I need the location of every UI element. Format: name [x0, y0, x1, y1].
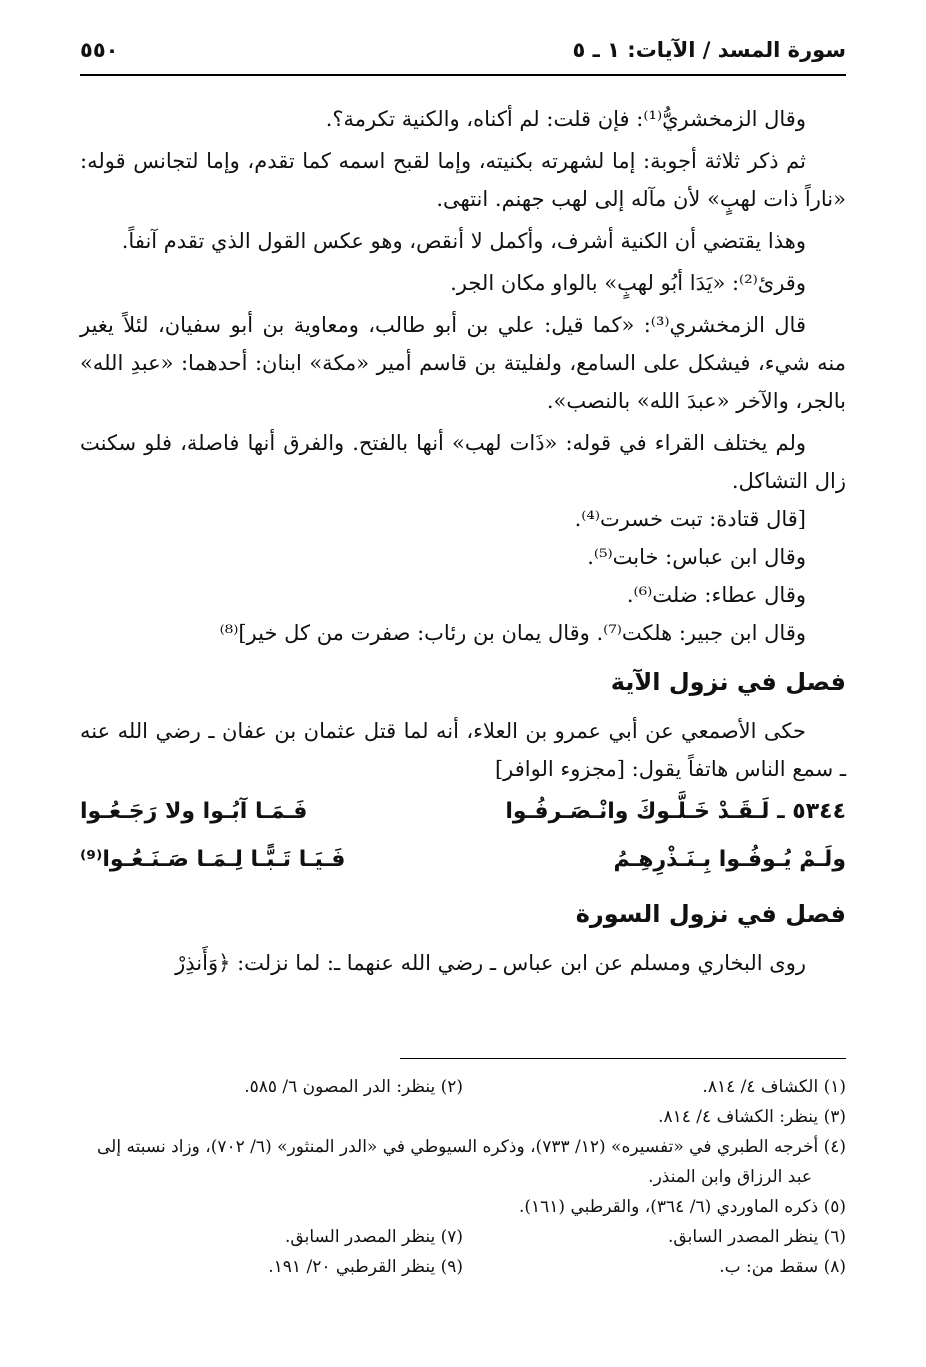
footnote: (٩) ينظر القرطبي ٢٠/ ١٩١.	[268, 1257, 463, 1277]
footnote-row	[80, 1252, 846, 1282]
paragraph: وقال ابن جبير: هلكت⁽⁷⁾. وقال يمان بن رئاب: صفرت من كل خير]⁽⁸⁾	[219, 621, 806, 645]
footnote: (٦) ينظر المصدر السابق.	[668, 1227, 846, 1247]
paragraph: روى البخاري ومسلم عن ابن عباس ـ رضي الله عنهما ـ: لما نزلت: ﴿وَأَنذِرْ	[175, 951, 806, 975]
verse-hemistich: ولَـمْ يُـوفُـوا بِـنَـذْرِهِـمُ	[613, 847, 846, 872]
paragraph: وقرئ⁽²⁾: «يَدَا أبُو لهبٍ» بالواو مكان الجر.	[450, 271, 806, 295]
section-heading: فصل في نزول السورة	[575, 900, 846, 928]
footnote: (٥) ذكره الماوردي (٦/ ٣٦٤)، والقرطبي (١٦١).	[518, 1197, 846, 1217]
footnote: (٢) ينظر: الدر المصون ٦/ ٥٨٥.	[244, 1077, 463, 1097]
paragraph: وهذا يقتضي أن الكنية أشرف، وأكمل لا أنقص، وهو عكس القول الذي تقدم آنفاً.	[121, 229, 806, 253]
page-number: ٥٥٠	[80, 38, 119, 62]
poem-verse	[80, 788, 846, 884]
section-heading: فصل في نزول الآية	[610, 668, 846, 696]
footnote: (٨) سقط من: ب.	[719, 1257, 846, 1277]
footnote-row	[80, 1192, 846, 1222]
verse-line	[80, 836, 846, 884]
footnote-rule	[400, 1058, 846, 1059]
footnote: (٧) ينظر المصدر السابق.	[285, 1227, 463, 1247]
paragraph: ثم ذكر ثلاثة أجوبة: إما لشهرته بكنيته، وإما لقبح اسمه كما تقدم، وإما لتجانس قوله: «ناراً ذات لهبٍ» لأن مآله إلى لهب جهنم. انتهى.	[80, 149, 846, 211]
paragraph: حكى الأصمعي عن أبي عمرو بن العلاء، أنه لما قتل عثمان بن عفان ـ رضي الله عنه ـ سمع الناس هاتفاً يقول: [مجزوء الوافر]	[80, 719, 846, 781]
footnote-row	[80, 1072, 846, 1102]
main-text	[80, 100, 846, 982]
running-header	[80, 32, 846, 68]
verse-hemistich: فَـمَـا آبُـوا ولا رَجَـعُـوا	[80, 799, 308, 824]
verse-hemistich: فَـيَـا تَـبًّـا لِـمَـا صَـنَـعُـوا⁽⁹⁾	[80, 847, 346, 872]
footnote-row	[80, 1102, 846, 1132]
footnote: (٣) ينظر: الكشاف ٤/ ٨١٤.	[658, 1107, 846, 1127]
running-title: سورة المسد / الآيات: ١ ـ ٥	[572, 38, 846, 62]
paragraph: وقال ابن عباس: خابت⁽⁵⁾.	[587, 545, 806, 569]
header-rule	[80, 74, 846, 76]
verse-hemistich: ٥٣٤٤ ـ لَـقَـدْ خَـلَّـوكَ وانْـصَـرفُـوا	[505, 799, 846, 824]
paragraph: وقال الزمخشريُّ⁽¹⁾: فإن قلت: لم أكناه، والكنية تكرمة؟.	[325, 107, 806, 131]
footnote: (٤) أخرجه الطبري في «تفسيره» (١٢/ ٧٣٣)، وذكره السيوطي في «الدر المنثور» (٦/ ٧٠٢)، وزاد نسبته إلى عبد الرزاق وابن المنذر.	[96, 1137, 846, 1187]
paragraph: [قال قتادة: تبت خسرت⁽⁴⁾.	[574, 507, 806, 531]
footnote: (١) الكشاف ٤/ ٨١٤.	[702, 1077, 846, 1097]
paragraph: ولم يختلف القراء في قوله: «ذَات لهب» أنها بالفتح. والفرق أنها فاصلة، فلو سكنت زال التشاكل.	[80, 431, 846, 493]
paragraph: وقال عطاء: ضلت⁽⁶⁾.	[626, 583, 806, 607]
footnotes	[80, 1072, 846, 1282]
paragraph: قال الزمخشري⁽³⁾: «كما قيل: علي بن أبو طالب، ومعاوية بن أبو سفيان، لئلاً يغير منه شيء، فيشكل على السامع، ولفليتة بن قاسم أمير «مكة» ابنان: أحدهما: «عبدِ الله» بالجر، والآخر «عبدَ الله» بالنصب».	[80, 313, 846, 413]
footnote-row	[80, 1222, 846, 1252]
verse-line	[80, 788, 846, 836]
